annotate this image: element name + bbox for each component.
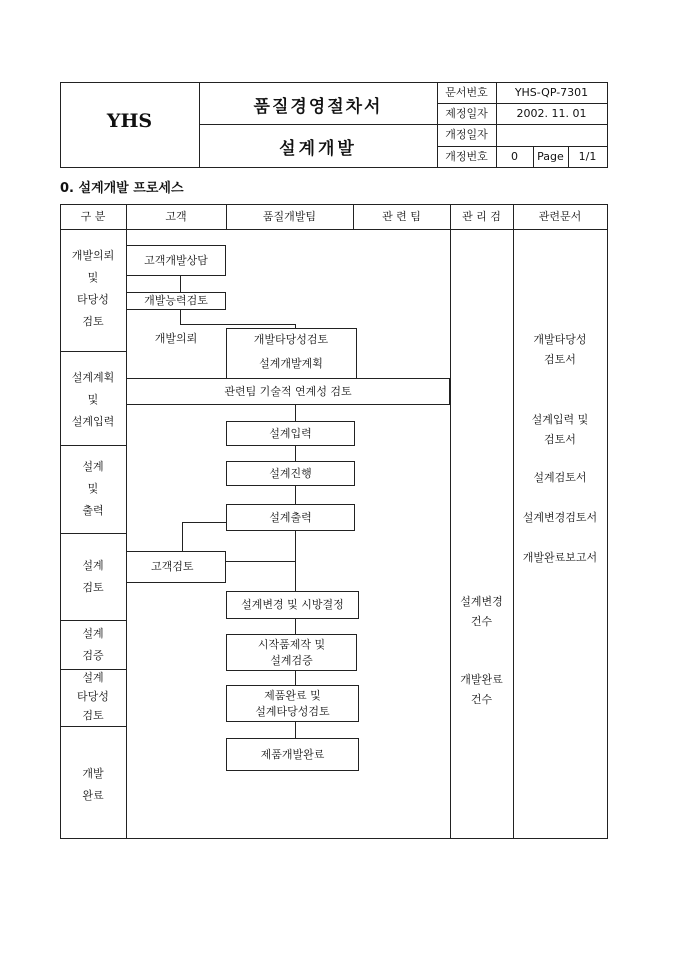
design-change-label: 설계변경 및 시방결정	[241, 598, 344, 611]
design-change-box	[226, 591, 359, 619]
col-header-documents: 관련문서	[538, 210, 582, 223]
col-header-quality-team: 품질개발팀	[262, 210, 317, 223]
prototype-label: 시작품제작 및 설계검증	[257, 637, 326, 667]
customer-review-label: 고객검토	[151, 560, 194, 573]
capability-review-box	[126, 292, 226, 310]
doc-design-review: 설계검토서	[533, 471, 587, 484]
feasibility-review-row	[226, 328, 357, 351]
established-date-value: 2002. 11. 01	[516, 107, 587, 120]
col-header-category: 구 분	[80, 210, 106, 223]
col-header-related-team: 관 련 팀	[382, 210, 421, 223]
design-output-label: 설계출력	[269, 510, 312, 524]
mgmt-design-change-count: 설계변경 건수	[460, 595, 503, 628]
col-header-customer: 고객	[165, 210, 187, 223]
revision-number-label: 개정번호	[445, 150, 488, 163]
design-input-label: 설계입력	[269, 426, 312, 440]
dev-request-label: 개발의뢰	[154, 332, 198, 345]
related-team-review-label: 관련팀 기술적 연계성 검토	[224, 384, 352, 398]
stage-design-review: 설계 검토	[82, 559, 104, 594]
stage-dev-request: 개발의뢰 및 타당성 검토	[71, 249, 115, 328]
doc-dev-complete-report: 개발완료보고서	[522, 551, 598, 564]
mgmt-dev-complete-count: 개발완료 건수	[460, 673, 503, 706]
dev-complete-box	[226, 738, 359, 771]
design-input-box	[226, 421, 355, 446]
feasibility-review-label: 개발타당성검토	[253, 333, 329, 346]
doc-design-change-review: 설계변경검토서	[522, 511, 598, 524]
doc-title: 설계개발	[279, 139, 357, 159]
stage-design-planning: 설계계획 및 설계입력	[71, 371, 115, 428]
prototype-box	[226, 634, 357, 671]
col-header-management: 관 리 검	[462, 210, 501, 223]
doc-design-input-review: 설계입력 및 검토서	[531, 413, 589, 446]
stage-design-output: 설계 및 출력	[82, 460, 104, 517]
section-title: 0. 설계개발 프로세스	[60, 181, 184, 196]
stage-dev-complete: 개발 완료	[82, 767, 104, 802]
stage-design-verification: 설계 검증	[82, 627, 104, 662]
doc-feasibility-review: 개발타당성 검토서	[533, 333, 587, 366]
doc-number-label: 문서번호	[445, 86, 488, 99]
related-team-review-box	[126, 378, 450, 405]
manual-title: 품질경영절차서	[253, 97, 383, 117]
product-complete-label: 제품완료 및 설계타당성검토	[255, 688, 330, 718]
dev-complete-label: 제품개발완료	[260, 747, 325, 761]
page-value: 1/1	[578, 150, 597, 163]
stage-design-validation: 설계 타당성 검토	[77, 671, 109, 722]
customer-consult-box	[126, 245, 226, 276]
capability-review-label: 개발능력검토	[144, 294, 208, 307]
design-progress-box	[226, 461, 355, 486]
design-progress-label: 설계진행	[269, 466, 312, 480]
doc-number-value: YHS-QP-7301	[514, 86, 589, 99]
product-complete-box	[226, 685, 359, 722]
design-plan-label: 설계개발계획	[259, 357, 323, 370]
design-output-box	[226, 504, 355, 531]
revision-date-label: 개정일자	[445, 128, 488, 141]
design-plan-box	[226, 351, 357, 378]
company-name: YHS	[106, 110, 153, 132]
established-date-label: 제정일자	[445, 107, 488, 120]
customer-consult-label: 고객개발상담	[144, 253, 208, 267]
revision-number-value: 0	[511, 150, 518, 163]
page-label: Page	[537, 150, 564, 163]
customer-review-box	[126, 551, 226, 583]
